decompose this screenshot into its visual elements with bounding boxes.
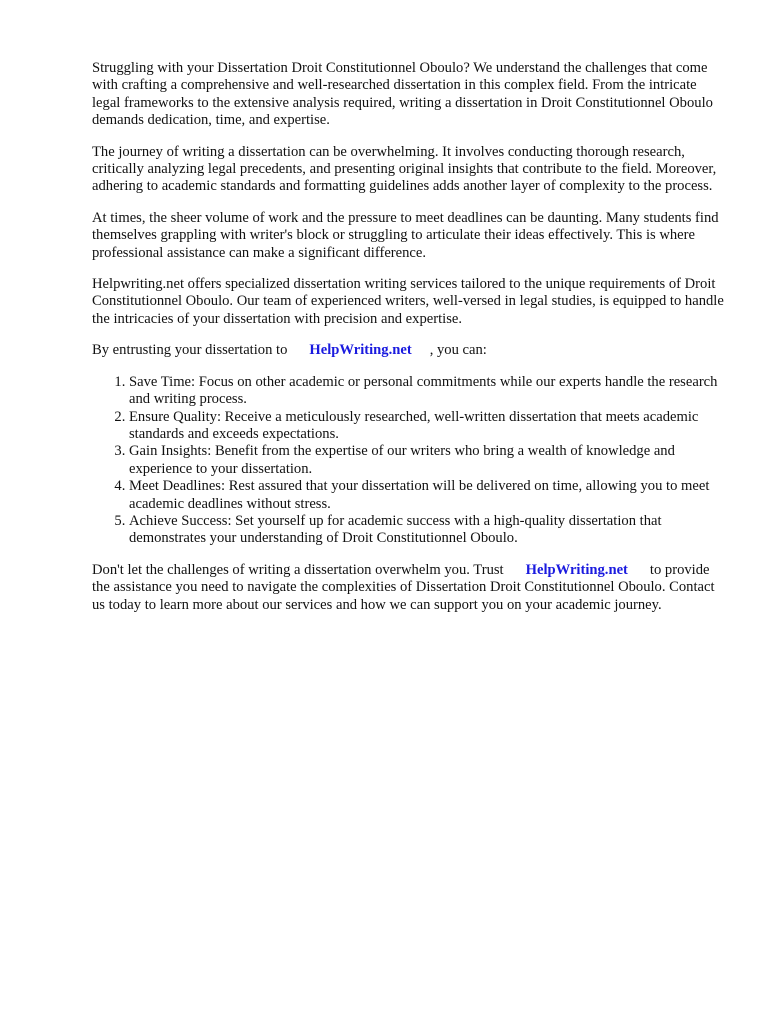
list-item: 2. Ensure Quality: Receive a meticulously researched, well-written dissertation that meets academic standards and exceeds expectations. (129, 409, 728, 444)
paragraph-services: Helpwriting.net offers specialized dissertation writing services tailored to the unique requirements of Droit Constitutionnel Oboulo. Our team of experienced writers, well-versed in legal studies, is equipped to handle the intricacies of your dissertation with precision and expertise. (92, 276, 724, 327)
entrusting-text: By entrusting your dissertation to (92, 342, 288, 359)
list-item: 1. Save Time: Focus on other academic or personal commitments while our experts handle the research and writing process. (129, 374, 728, 409)
paragraph-pressure: At times, the sheer volume of work and the pressure to meet deadlines can be daunting. Many students find themselves grappling with writer's block or struggling to articulate their ideas effectively. This is where professional assistance can make a significant difference. (92, 209, 719, 261)
closing-text: Don't let the challenges of writing a dissertation overwhelm you. Trust (92, 561, 504, 578)
document-body (92, 60, 728, 628)
paragraph-closing (92, 562, 728, 614)
helpwriting-link[interactable]: HelpWriting.net (309, 342, 412, 359)
list-item: 3. Gain Insights: Benefit from the expertise of our writers who bring a wealth of knowledge and experience to your dissertation. (129, 443, 728, 478)
list-item: 5. Achieve Success: Set yourself up for academic success with a high-quality dissertation that demonstrates your understanding of Droit Constitutionnel Oboulo. (129, 513, 728, 548)
paragraph-entrusting (92, 342, 728, 359)
list-item: 4. Meet Deadlines: Rest assured that your dissertation will be delivered on time, allowing you to meet academic deadlines without stress. (129, 478, 728, 513)
closing-suffix: to provide the assistance you need to navigate the complexities of Dissertation Droit Constitutionnel Oboulo. Contact us today to learn more about our services and how we can support you on your academic journey. (92, 561, 715, 613)
entrusting-suffix: , you can: (429, 342, 487, 359)
paragraph-journey: The journey of writing a dissertation can be overwhelming. It involves conducting thorough research, critically analyzing legal precedents, and presenting original insights that contribute to the field. Moreover, adhering to academic standards and formatting guidelines adds another layer of complexity to the process. (92, 143, 717, 195)
benefits-list (92, 374, 728, 548)
helpwriting-link-closing[interactable]: HelpWriting.net (525, 561, 628, 578)
paragraph-intro-struggle: Struggling with your Dissertation Droit Constitutionnel Oboulo? We understand the challenges that come with crafting a comprehensive and well-researched dissertation in this complex field. From the intricate legal frameworks to the extensive analysis required, writing a dissertation in Droit Constitutionnel Oboulo demands dedication, time, and expertise. (92, 60, 713, 129)
